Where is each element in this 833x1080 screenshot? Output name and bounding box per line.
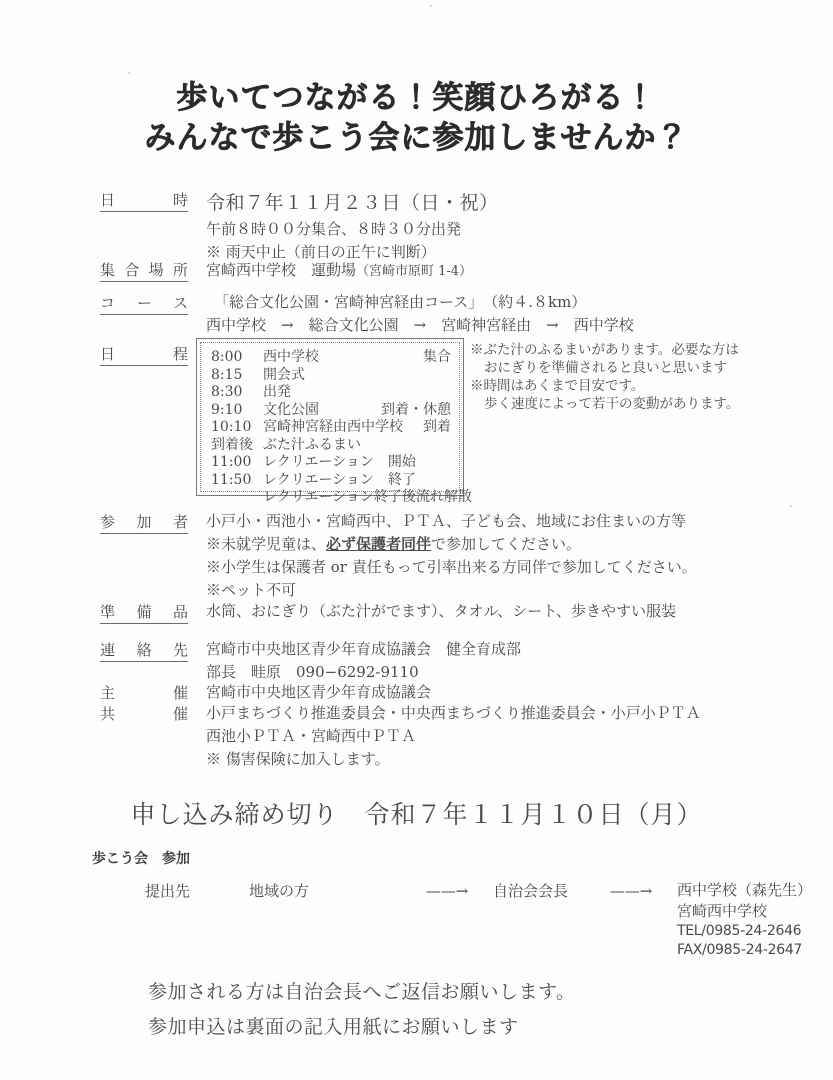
schedule-row [211,419,451,437]
destination-line-2: 宮崎西中学校 [677,902,768,920]
scan-speck [128,72,130,74]
contact-line-2: 部長 畦原 090−6292-9110 [206,663,419,681]
participants-line-2 [206,533,697,556]
schedule-row [211,454,451,472]
schedule-row [211,384,451,402]
meeting-place-main: 宮崎西中学校 運動場 [206,261,357,279]
label-contact: 連 絡 先 [100,638,188,662]
row-course [100,291,634,337]
schedule-note: ※時間はあくまで目安です。 [470,378,645,394]
value-datetime [206,188,499,264]
title-line-2: みんなで歩こう会に参加しませんか？ [144,120,689,156]
schedule-time: 到着後 [211,436,253,453]
schedule-note: おにぎりを準備されると良いと思います [484,360,727,376]
course-route: 西中学校 → 総合文化公園 → 宮崎神宮経由 → 西中学校 [206,316,634,334]
form-subheading: 歩こう会 参加 [92,851,190,867]
schedule-box [196,338,472,505]
value-meeting-place [206,258,472,284]
schedule-event: 宮崎神宮経由西中学校 [263,419,403,435]
flow-middle: 自治会会長 [493,882,569,900]
schedule-event: レクリエーション 開始 [263,454,416,470]
row-datetime [100,188,499,264]
label-course: コース [100,291,188,315]
coorganizer-line-3: ※ 傷害保険に加入します。 [206,750,390,768]
value-course [206,291,634,337]
page-title [0,78,833,158]
schedule-status: 到着 [423,419,451,435]
schedule-time: 8:00 [211,349,243,365]
value-items [206,600,676,623]
organizer-line-1: 宮崎市中央地区青少年育成協議会 [206,683,432,701]
schedule-row [211,489,472,507]
closing-line-2: 参加申込は裏面の記入用紙にお願いします [148,1016,519,1038]
scan-speck [430,5,432,7]
label-items: 準 備 品 [100,600,188,624]
schedule-row [211,437,451,455]
participants-line-4: ※ペット不可 [206,581,297,599]
row-schedule-label [100,342,188,366]
schedule-note: ※ぶた汁のふるまいがあります。必要な方は [470,342,739,358]
destination-line-1: 西中学校（森先生） [677,881,813,899]
submit-to-label: 提出先 [145,882,191,900]
schedule-row [211,402,451,420]
schedule-note: 歩く速度によって若干の変動があります。 [484,396,740,412]
arrow-2-glyph: ——→ [609,882,653,900]
schedule-time: 8:15 [211,366,243,383]
schedule-row [211,349,451,367]
schedule-time: 9:10 [211,401,243,418]
items-line-1: 水筒、おにぎり（ぶた汁がでます）、タオル、シート、歩きやすい服装 [206,602,676,620]
closing-line-1: 参加される方は自治会長へご返信お願いします。 [148,981,576,1003]
destination-fax: FAX/0985-24-2647 [677,942,803,958]
closing-note [148,975,575,1045]
schedule-status: 集合 [423,349,451,365]
schedule-row [211,472,451,490]
schedule-event: ぶた汁ふるまい [263,436,361,453]
schedule-event: レクリエーション 終了 [263,471,416,488]
datetime-sub-2: ※ 雨天中止（前日の正午に判断） [206,243,436,261]
schedule-event: 出発 [263,384,291,400]
schedule-time: 11:50 [211,471,252,488]
row-coorganizer [100,702,701,771]
schedule-time: 8:30 [211,384,243,400]
schedule-row [211,367,451,385]
row-meeting-place [100,258,472,284]
schedule-time: 11:00 [211,454,252,470]
label-organizer: 主 催 [100,684,188,702]
value-coorganizer [206,702,701,771]
arrow-1-glyph: ——→ [425,882,469,900]
label-schedule: 日 程 [100,342,188,366]
title-line-1: 歩いてつながる！笑顔ひろがる！ [176,80,657,116]
label-datetime: 日 時 [100,188,188,212]
arrow-right-icon [401,880,493,902]
application-deadline: 申し込み締め切り 令和７年１１月１０日（月） [130,800,703,829]
value-participants [206,510,697,602]
coorganizer-line-1: 小戸まちづくり推進委員会・中央西まちづくり推進委員会・小戸小ＰＴＡ [206,704,701,722]
schedule-event: 開会式 [263,366,305,383]
flow-from: 地域の方 [249,882,310,900]
participants-line-2-pre: ※未就学児童は、 [206,535,327,553]
value-organizer [206,681,431,704]
participants-line-1: 小戸小・西池小・宮崎西中、ＰＴＡ、子ども会、地域にお住まいの方等 [206,512,687,530]
row-items [100,600,676,624]
schedule-time: 10:10 [211,419,252,435]
destination-tel: TEL/0985-24-2646 [677,923,802,939]
course-main: 「総合文化公園・宮崎神宮経由コース」 （約４.８km） [214,293,587,311]
participants-emphasis: 必ず保護者同伴 [326,535,432,553]
row-contact [100,638,521,684]
label-meeting-place: 集合場所 [100,258,188,282]
label-participants: 参 加 者 [100,510,188,534]
participants-line-2-post: で参加してください。 [431,535,582,553]
schedule-status: 到着・休憩 [381,401,451,418]
label-coorganizer: 共 催 [100,705,188,723]
schedule-event: 西中学校 [263,349,319,365]
datetime-main: 令和７年１１月２３日（日・祝） [206,192,499,214]
schedule-event: 文化公園 [263,401,319,418]
coorganizer-line-2: 西池小ＰＴＡ・宮崎西中ＰＴＡ [206,727,417,745]
arrow-right-icon [585,880,677,902]
value-contact [206,638,521,684]
datetime-sub-1: 午前８時００分集合、８時３０分出発 [206,220,462,238]
scan-speck [790,505,792,507]
flow-destination [677,880,812,960]
participants-line-3: ※小学生は保護者 or 責任もって引率出来る方同伴で参加してください。 [206,558,697,576]
schedule-notes [470,341,770,413]
meeting-place-address: （宮崎市原町 1-4） [356,264,473,279]
row-participants [100,510,697,602]
submission-flow [145,880,812,960]
schedule-box-inner [200,342,472,505]
contact-line-1: 宮崎市中央地区青少年育成協議会 健全育成部 [206,640,522,658]
schedule-event: レクリエーション終了後流れ解散 [263,489,472,505]
